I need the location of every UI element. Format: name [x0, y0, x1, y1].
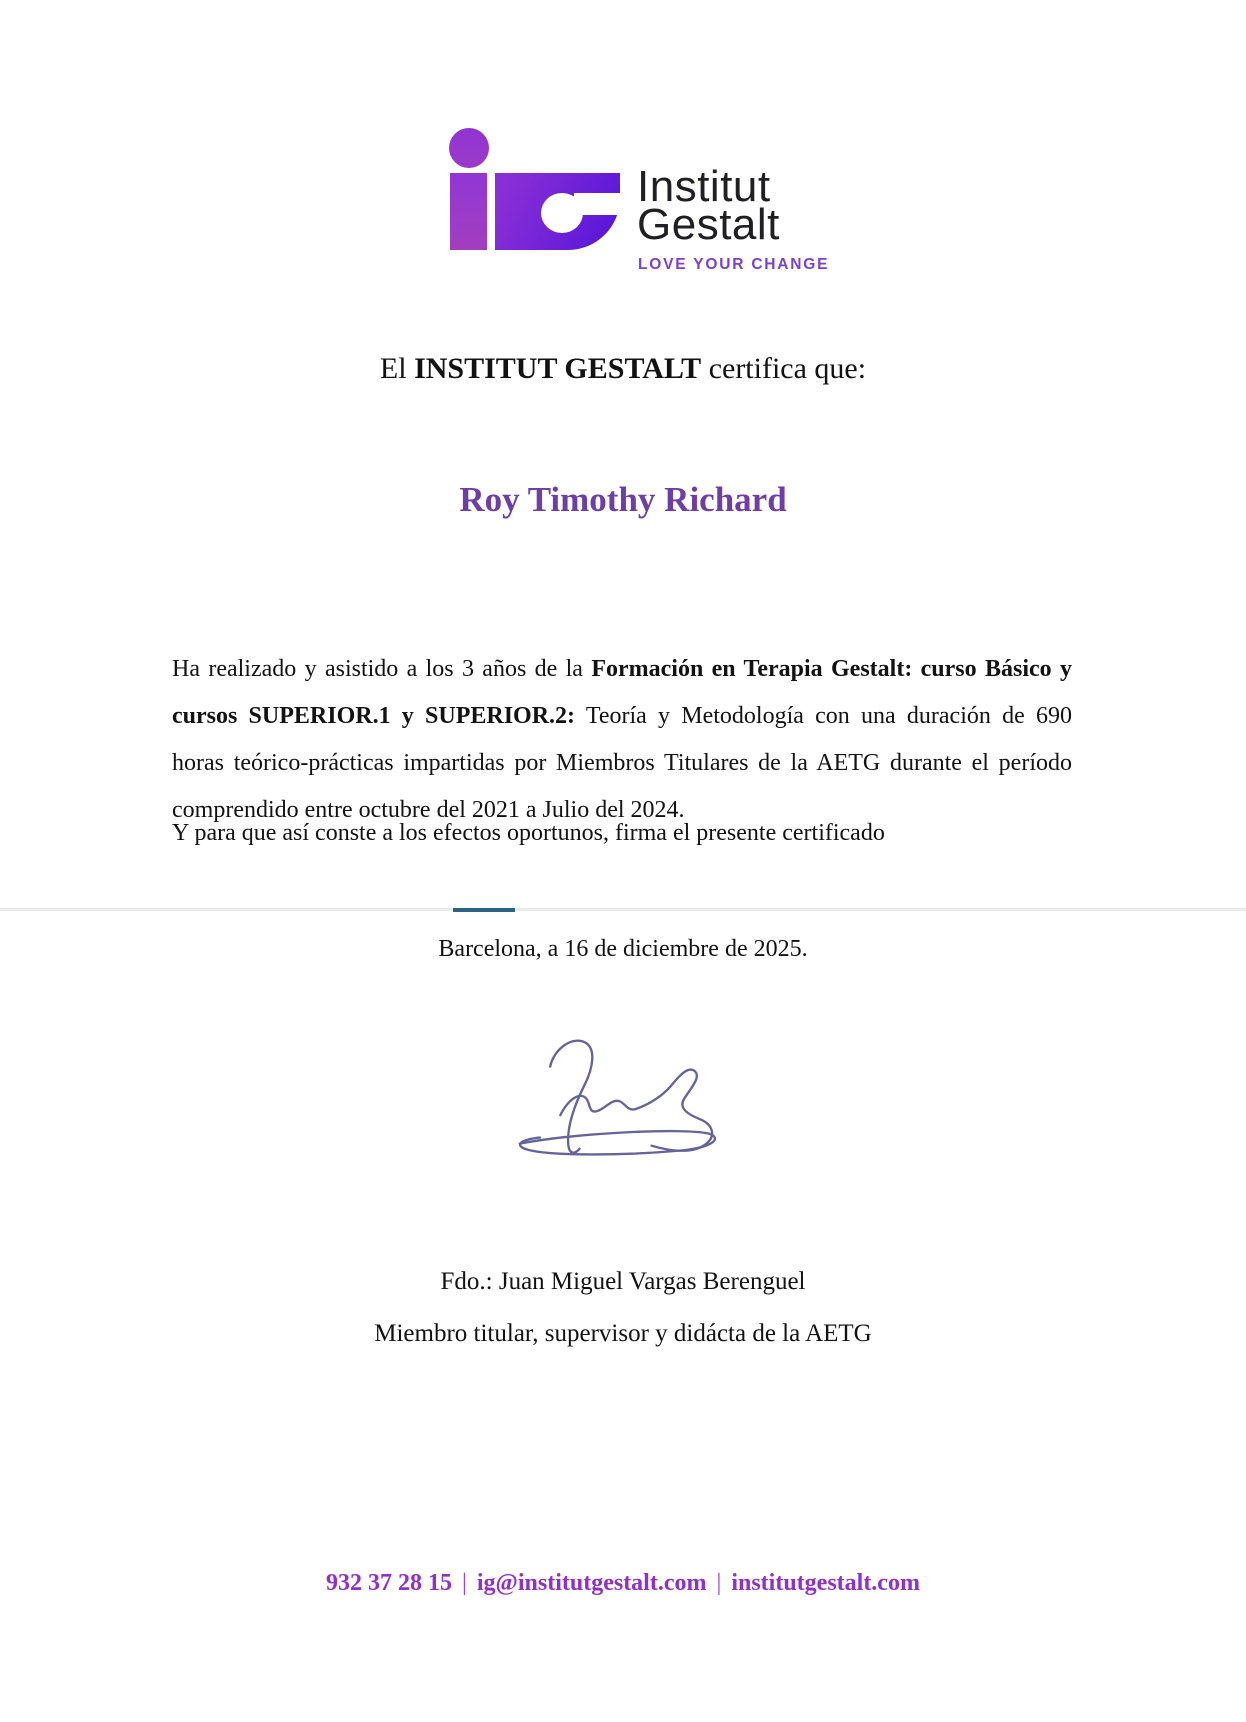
- body-text-normal2: Teoría y Metodología con una duración de 690 horas teórico-prácticas impartidas por Miembros Titulares de la AETG durante el período comprendido entre octubre del 2021 a Julio del 2024.: [172, 703, 1072, 823]
- date-line: Barcelona, a 16 de diciembre de 2025.: [438, 936, 808, 962]
- signature-svg: [478, 1026, 744, 1168]
- logo-g-glyph: [495, 173, 620, 250]
- footer-separator-1: |: [462, 1570, 467, 1596]
- body-course-title: Formación en Terapia Gestalt: curso Básico y cursos SUPERIOR.1 y SUPERIOR.2:: [172, 656, 1072, 729]
- divider-blue-accent: [453, 908, 515, 912]
- footer-phone: 932 37 28 15: [326, 1570, 453, 1596]
- footer-website: institutgestalt.com: [731, 1570, 920, 1596]
- logo-wordmark: [637, 162, 780, 249]
- logo-wordmark-line2: Gestalt: [637, 200, 780, 249]
- signature-image: [478, 1026, 744, 1168]
- intro-prefix: El: [379, 352, 415, 385]
- certificate-body-paragraph: [172, 646, 1072, 834]
- logo-i-dot: [449, 128, 489, 168]
- logo-tagline: LOVE YOUR CHANGE: [638, 256, 830, 273]
- footer-email: ig@institutgestalt.com: [476, 1570, 707, 1596]
- recipient-name: Roy Timothy Richard: [459, 480, 787, 519]
- intro-institution-name: INSTITUT GESTALT: [414, 352, 702, 385]
- signer-title-line: Miembro titular, supervisor y didácta de la AETG: [374, 1320, 872, 1347]
- horizontal-divider: [0, 908, 1246, 911]
- logo-i-stem: [450, 173, 487, 250]
- signer-name-line: Fdo.: Juan Miguel Vargas Berenguel: [440, 1268, 806, 1295]
- certify-intro-line: [0, 352, 1246, 386]
- closing-statement: Y para que así conste a los efectos oportunos, firma el presente certificado: [172, 820, 885, 846]
- intro-suffix: certifica que:: [701, 352, 867, 385]
- logo-wordmark-line1: Institut: [637, 162, 771, 211]
- footer-separator-2: |: [716, 1570, 722, 1596]
- body-text-normal1: Ha realizado y asistido a los 3 años de la: [172, 656, 592, 682]
- footer-contact-line: [0, 1570, 1246, 1597]
- institut-gestalt-logo-icon: [448, 118, 620, 250]
